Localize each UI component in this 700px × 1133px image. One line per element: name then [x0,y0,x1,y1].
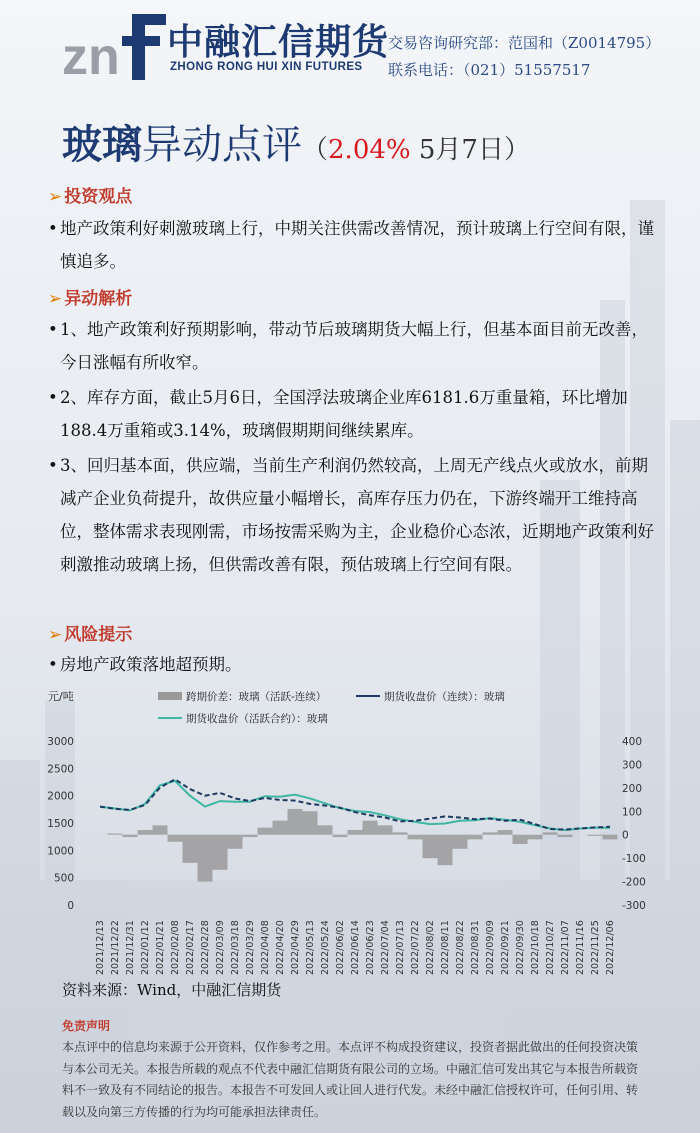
x-tick-label: 2022/09/21 [500,920,511,975]
legend-label-spread: 跨期价差：玻璃（活跃-连续） [186,691,327,703]
contact-info [388,30,660,84]
legend-label-active: 期货收盘价（活跃合约）：玻璃 [186,713,328,725]
y-tick-label: 1000 [47,845,74,858]
y2-tick-label: 200 [622,782,643,795]
spread-bar [468,835,483,840]
glass-price-chart [40,688,660,978]
x-tick-label: 2022/03/09 [215,920,226,975]
company-name-en: ZHONG RONG HUI XIN FUTURES [170,61,363,73]
x-tick-label: 2022/01/21 [155,920,166,975]
x-tick-label: 2022/01/12 [140,920,151,975]
y-tick-label: 3000 [47,736,74,748]
x-tick-label: 2022/07/13 [395,920,406,975]
spread-bar [318,825,333,834]
legend-swatch-spread [158,692,182,700]
x-tick-label: 2022/05/24 [320,920,331,975]
title-percent: 2.04% [328,135,411,165]
disclaimer-title: 免责声明 [62,1019,111,1033]
spread-bar [348,830,363,835]
y-tick-label: 500 [53,872,74,885]
spread-bar [273,821,288,835]
y-tick-label: 2000 [47,790,74,803]
x-tick-label: 2022/10/27 [545,920,556,975]
svg-text:zn: zn [62,28,120,84]
x-tick-label: 2021/12/31 [125,920,136,975]
spread-bar [153,825,168,834]
x-tick-label: 2022/03/29 [245,920,256,975]
spread-bar [408,835,423,840]
spread-bar [168,835,183,842]
section-head-analysis: ➢ 异动解析 [48,289,133,309]
arrow-icon: ➢ [48,625,63,645]
spread-bar [558,835,573,837]
spread-bar [543,832,558,834]
spread-bar [588,835,603,836]
spread-bar [198,835,213,882]
spread-bar [123,835,138,837]
x-tick-label: 2022/03/18 [230,920,241,975]
risk-paragraph: • 房地产政策落地超预期。 [48,648,658,681]
x-tick-label: 2022/06/02 [335,920,346,975]
y2-tick-label: -100 [622,853,646,866]
x-tick-label: 2022/08/02 [425,920,436,975]
bullet-icon: • [48,388,58,407]
spread-bar [453,835,468,849]
title-product: 玻璃 [62,122,142,168]
research-dept-line: 交易咨询研究部：范国和（Z0014795） [388,34,661,52]
x-tick-label: 2022/11/16 [575,920,586,975]
y2-tick-label: 100 [622,806,643,819]
x-tick-label: 2022/04/20 [275,920,286,975]
x-tick-label: 2021/12/13 [95,920,106,975]
title-paren: （ [302,135,329,165]
spread-bar [213,835,228,870]
analysis-item-2: • 2、库存方面，截止5月6日，全国浮法玻璃企业库6181.6万重量箱，环比增加188.4万重箱或3.14%，玻璃假期期间继续累库。 [48,381,658,447]
y-tick-label: 2500 [47,763,74,776]
bullet-icon: • [48,320,58,339]
company-name-cn: 中融汇信期货 [167,22,390,63]
spread-bar [423,835,438,858]
x-tick-label: 2022/02/28 [200,920,211,975]
y-axis-unit: 元/吨 [48,690,74,703]
x-tick-label: 2022/10/18 [530,920,541,975]
x-tick-label: 2022/04/08 [260,920,271,975]
x-tick-label: 2022/08/11 [440,920,451,975]
bullet-icon: • [48,219,58,238]
spread-bar [378,825,393,834]
spread-bar [438,835,453,865]
x-tick-label: 2022/09/30 [515,920,526,975]
analysis-item-1: • 1、地产政策利好预期影响，带动节后玻璃期货大幅上行，但基本面目前无改善，今日涨幅有所收窄。 [48,313,658,379]
section-head-view: ➢ 投资观点 [48,187,133,207]
x-tick-label: 2022/04/29 [290,920,301,975]
spread-bar [483,832,498,834]
spread-bar [258,828,273,835]
spread-bar [333,835,348,837]
y2-tick-label: 400 [622,736,643,748]
x-tick-label: 2022/11/07 [560,920,571,975]
x-tick-label: 2022/06/23 [365,920,376,975]
x-tick-label: 2022/12/06 [605,920,616,975]
y-tick-label: 0 [67,900,74,912]
x-tick-label: 2022/08/31 [470,920,481,975]
spread-bar [303,811,318,834]
y2-tick-label: -200 [622,876,646,889]
title-date: 5月7日） [410,135,530,165]
spread-bar [363,821,378,835]
arrow-icon: ➢ [48,289,63,309]
x-tick-label: 2022/07/22 [410,920,421,975]
disclaimer-text: 本点评中的信息均来源于公开资料，仅作参考之用。本点评不构成投资建议，投资者据此做出的任何投资决策与本公司无关。本报告所载的观点不代表中融汇信期货有限公司的立场。中融汇信可发出其它与本报告所载资料不一致及有不同结论的报告。本报告不可发回人或让回人进行代发。未经中融汇信授权许可，任何引用、转载以及向第三方传播的行为均可能承担法律责任。 [62,1040,639,1119]
x-tick-label: 2021/12/22 [110,920,121,975]
bullet-icon: • [48,655,58,674]
spread-bar [513,835,528,844]
spread-bar [183,835,198,863]
report-header [0,0,700,100]
section-head-risk: ➢ 风险提示 [48,625,133,645]
x-tick-label: 2022/02/08 [170,920,181,975]
y2-tick-label: 300 [622,759,643,772]
spread-bar [393,832,408,834]
y2-tick-label: -300 [622,900,646,912]
x-tick-label: 2022/11/25 [590,920,601,975]
view-paragraph: • 地产政策利好刺激玻璃上行，中期关注供需改善情况，预计玻璃上行空间有限，谨慎追多。 [48,212,658,278]
x-tick-label: 2022/02/17 [185,920,196,975]
series-line-continuous [100,779,610,829]
data-source: 资料来源：Wind，中融汇信期货 [62,981,282,999]
spread-bar [603,835,618,840]
phone-line: 联系电话：（021）51557517 [388,61,591,79]
spread-bar [138,830,153,835]
x-tick-label: 2022/06/14 [350,920,361,975]
spread-bar [498,830,513,835]
arrow-icon: ➢ [48,187,63,207]
y2-tick-label: 0 [622,829,629,842]
spread-bar [528,835,543,840]
spread-bar [108,834,123,835]
spread-bar [288,809,303,835]
spread-bar [228,835,243,849]
x-tick-label: 2022/05/13 [305,920,316,975]
spread-bar [243,835,258,837]
legend-label-continuous: 期货收盘价（连续）：玻璃 [384,691,505,703]
y-tick-label: 1500 [47,818,74,830]
bullet-icon: • [48,456,58,475]
analysis-item-3: • 3、回归基本面，供应端，当前生产利润仍然较高，上周无产线点火或放水，前期减产企业负荷提升，故供应量小幅增长，高库存压力仍在，下游终端开工维持高位，整体需求表现刚需，市场按需采购为主，企业稳价心态浓，近期地产政策利好刺激推动玻璃上扬，但供需改善有限，预估玻璃上行空间有限。 [48,449,658,581]
series-line-active [100,781,610,830]
x-tick-label: 2022/07/04 [380,920,391,975]
x-tick-label: 2022/08/22 [455,920,466,975]
x-tick-label: 2022/09/09 [485,920,496,975]
title-type: 异动点评 [142,122,302,168]
report-title [62,113,530,170]
